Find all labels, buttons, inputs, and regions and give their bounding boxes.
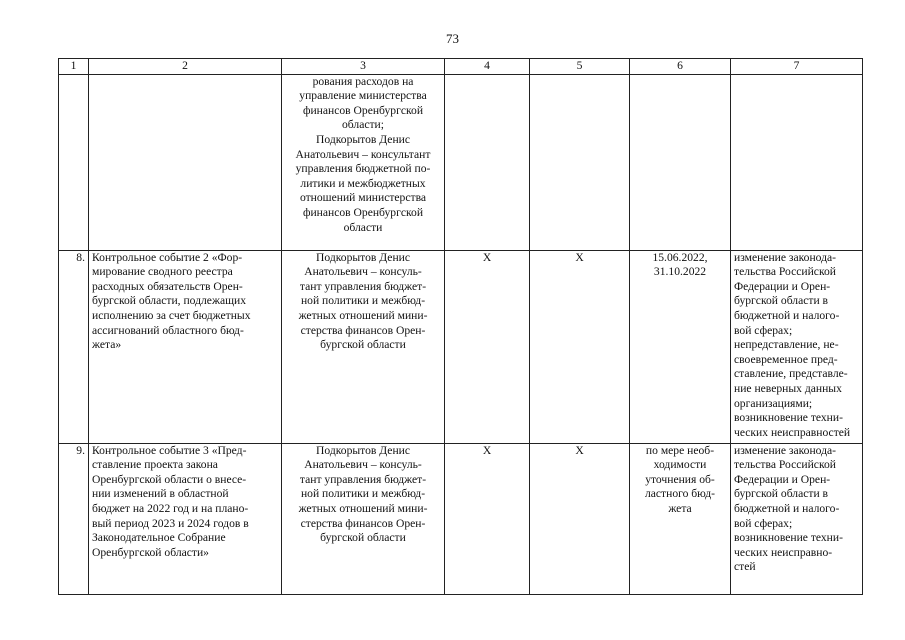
text-line: Подкорытов Денис	[316, 443, 410, 457]
text-line: изменение законода-	[734, 443, 837, 457]
text-line: ческих неисправностей	[734, 425, 851, 439]
cell-dates	[630, 74, 731, 250]
text-line: бургской области в	[734, 294, 829, 308]
text-line: жета	[668, 501, 692, 515]
text-line: вый период 2023 и 2024 годов в	[92, 516, 249, 530]
deadline-dates	[630, 443, 731, 594]
text-line: уточнения об-	[645, 472, 715, 486]
mark-col4: Х	[445, 250, 530, 443]
text-line: ной политики и межбюд-	[300, 487, 426, 501]
text-line: Контрольное событие 3 «Пред-	[92, 443, 247, 457]
text-line: бургской области, подлежащих	[92, 294, 247, 308]
text-line: бюджетной и налого-	[734, 308, 840, 322]
text-line: тант управления бюджет-	[299, 472, 427, 486]
text-line: непредставление, не-	[734, 338, 839, 352]
text-line: бюджет на 2022 год и на плано-	[92, 501, 249, 515]
text-line: 31.10.2022	[653, 265, 707, 279]
header-col-5: 5	[530, 59, 630, 75]
column-numbers-row	[59, 59, 863, 75]
text-line: ставление проекта закона	[92, 458, 218, 472]
text-line: Оренбургской области о внесе-	[92, 472, 247, 486]
text-line: тельства Российской	[734, 458, 836, 472]
text-line: по мере необ-	[645, 443, 715, 457]
cell-risks	[731, 74, 863, 250]
control-event-description	[89, 250, 282, 443]
header-col-2: 2	[89, 59, 282, 75]
text-line: Законодательное Собрание	[92, 531, 226, 545]
text-line: Федерации и Орен-	[734, 279, 831, 293]
text-line: бургской области	[320, 338, 406, 352]
row-number: 9.	[59, 443, 89, 594]
text-line: ной политики и межбюд-	[300, 294, 426, 308]
measures-table	[58, 58, 863, 595]
text-line: ние неверных данных	[734, 381, 842, 395]
text-line: Контрольное событие 2 «Фор-	[92, 250, 243, 264]
header-col-3: 3	[282, 59, 445, 75]
cell-responsible	[282, 74, 445, 250]
deadline-dates	[630, 250, 731, 443]
text-line: исполнению за счет бюджетных	[92, 308, 251, 322]
text-line: Анатольевич – консуль-	[304, 265, 422, 279]
table-row-continuation	[59, 74, 863, 250]
text-line: рования расходов на	[312, 74, 414, 88]
text-line: Подкорытов Денис	[316, 250, 410, 264]
text-line: области	[343, 220, 383, 234]
text-line: Подкорытов Денис	[316, 132, 410, 146]
text-line: бюджетной и налого-	[734, 501, 840, 515]
text-line: мирование сводного реестра	[92, 265, 233, 279]
table-row	[59, 443, 863, 594]
header-col-4: 4	[445, 59, 530, 75]
text-line: изменение законода-	[734, 250, 837, 264]
text-line: Анатольевич – консультант	[295, 147, 431, 161]
text-line: жетных отношений мини-	[298, 308, 428, 322]
responsible-person	[282, 250, 445, 443]
text-line: стерства финансов Орен-	[300, 516, 426, 530]
text-line: Федерации и Орен-	[734, 472, 831, 486]
cell-num	[59, 74, 89, 250]
table-row	[59, 250, 863, 443]
text-line: бургской области	[320, 531, 406, 545]
text-line: стерства финансов Орен-	[300, 323, 426, 337]
mark-col5: Х	[530, 443, 630, 594]
text-line: нии изменений в областной	[92, 487, 229, 501]
text-line: управления бюджетной по-	[295, 162, 431, 176]
text-line: вой сферах;	[734, 516, 793, 530]
text-line: жета»	[92, 338, 122, 352]
text-line: ходимости	[653, 458, 707, 472]
text-line: стей	[734, 560, 756, 574]
header-col-6: 6	[630, 59, 731, 75]
text-line: отношений министерства	[299, 191, 427, 205]
text-line: ассигнований областного бюд-	[92, 323, 244, 337]
header-col-1: 1	[59, 59, 89, 75]
mark-col5: Х	[530, 250, 630, 443]
cell-event	[89, 74, 282, 250]
text-line: Анатольевич – консуль-	[304, 458, 422, 472]
text-line: литики и межбюджетных	[300, 176, 426, 190]
text-line: области;	[342, 118, 384, 132]
text-line: финансов Оренбургской	[302, 103, 424, 117]
text-line: своевременное пред-	[734, 352, 838, 366]
text-line: 15.06.2022,	[652, 250, 708, 264]
text-line: ческих неисправно-	[734, 545, 833, 559]
text-line: ластного бюд-	[644, 487, 716, 501]
page-number: 73	[446, 31, 459, 46]
text-line: расходных обязательств Орен-	[92, 279, 243, 293]
row-number: 8.	[59, 250, 89, 443]
text-line: бургской области в	[734, 487, 829, 501]
text-line: возникновение техни-	[734, 411, 843, 425]
text-line: тант управления бюджет-	[299, 279, 427, 293]
control-event-description	[89, 443, 282, 594]
risks-description	[731, 443, 863, 594]
text-line: вой сферах;	[734, 323, 793, 337]
text-line: жетных отношений мини-	[298, 501, 428, 515]
text-line: ставление, представле-	[734, 367, 848, 381]
text-line: управление министерства	[299, 89, 427, 103]
text-line: тельства Российской	[734, 265, 836, 279]
text-line: организациями;	[734, 396, 813, 410]
cell-col5	[530, 74, 630, 250]
text-line: финансов Оренбургской	[302, 205, 424, 219]
text-line: возникновение техни-	[734, 531, 843, 545]
responsible-person	[282, 443, 445, 594]
mark-col4: Х	[445, 443, 530, 594]
risks-description	[731, 250, 863, 443]
cell-col4	[445, 74, 530, 250]
text-line: Оренбургской области»	[92, 545, 209, 559]
header-col-7: 7	[731, 59, 863, 75]
